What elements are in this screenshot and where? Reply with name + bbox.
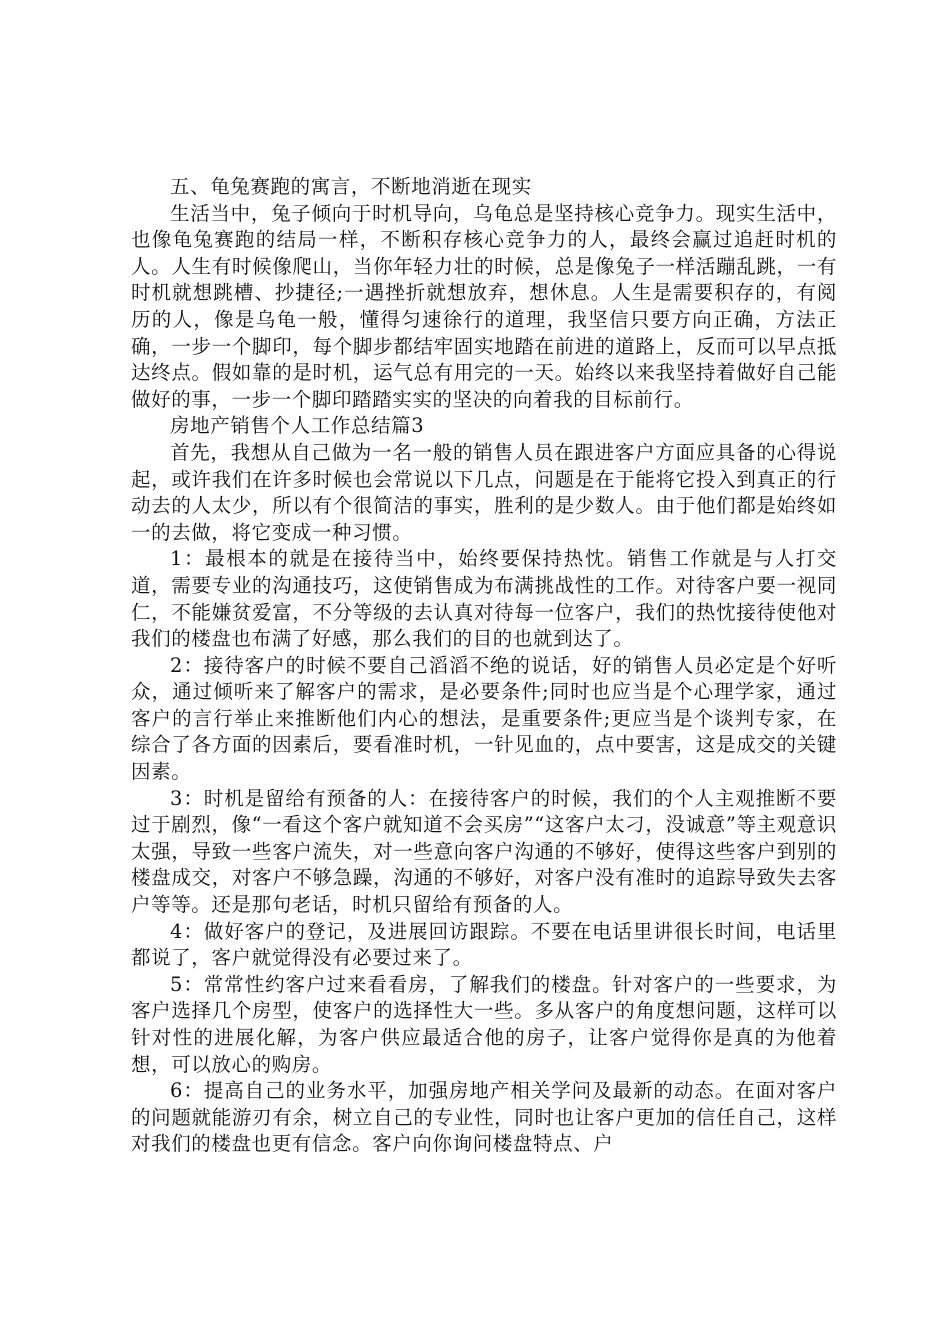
document-page (131, 174, 837, 1158)
section-heading: 五、龟兔赛跑的寓言，不断地消逝在现实 (170, 175, 532, 198)
list-item-2: 2：接待客户的时候不要自己滔滔不绝的说话，好的销售人员必定是个好听众，通过倾听来了解客户的需求，是必要条件;同时也应当是个心理学家，通过客户的言行举止来推断他们内心的想法，是重要条件;更应当是个谈判专家，在综合了各方面的因素后，要看准时机，一针见血的，点中要害，这是成交的关键因素。 (131, 653, 837, 784)
body-paragraph: 生活当中，兔子倾向于时机导向，乌龟总是坚持核心竞争力。现实生活中，也像龟兔赛跑的结局一样，不断积存核心竞争力的人，最终会赢过追赶时机的人。人生有时候像爬山，当你年轻力壮的时候，总是像兔子一样活蹦乱跳，一有时机就想跳槽、抄捷径;一遇挫折就想放弃，想休息。人生是需要积存的，有阅历的人，像是乌龟一般，懂得匀速徐行的道理，我坚信只要方向正确，方法正确，一步一个脚印，每个脚步都结牢固实地踏在前进的道路上，反而可以早点抵达终点。假如靠的是时机，运气总有用完的一天。始终以来我坚持着做好自己能做好的事，一步一个脚印踏踏实实的坚决的向着我的目标前行。 (131, 201, 837, 411)
list-item-4: 4：做好客户的登记，及进展回访跟踪。不要在电话里讲很长时间，电话里都说了，客户就觉得没有必要过来了。 (131, 919, 837, 970)
body-paragraph: 首先，我想从自己做为一名一般的销售人员在跟进客户方面应具备的心得说起，或许我们在许多时候也会常说以下几点，问题是在于能将它投入到真正的行动去的人太少，所以有个很简洁的事实，胜利的是少数人。由于他们都是始终如一的去做，将它变成一种习惯。 (131, 440, 837, 544)
list-item-5: 5：常常性约客户过来看看房，了解我们的楼盘。针对客户的一些要求，为客户选择几个房型，使客户的选择性大一些。多从客户的角度想问题，这样可以针对性的进展化解，为客户供应最适合他的房子，让客户觉得你是真的为他着想，可以放心的购房。 (131, 972, 837, 1076)
list-item-3: 3：时机是留给有预备的人：在接待客户的时候，我们的个人主观推断不要过于剧烈，像“一看这个客户就知道不会买房”“这客户太刁，没诚意”等主观意识太强，导致一些客户流失，对一些意向客户沟通的不够好，使得这些客户到别的楼盘成交，对客户不够急躁，沟通的不够好，对客户没有准时的追踪导致失去客户等等。还是那句老话，时机只留给有预备的人。 (131, 786, 837, 917)
section-title: 房地产销售个人工作总结篇3 (170, 414, 425, 438)
list-item-6: 6：提高自己的业务水平，加强房地产相关学问及最新的动态。在面对客户的问题就能游刃有余，树立自己的专业性，同时也让客户更加的信任自己，这样对我们的楼盘也更有信念。客户向你询问楼盘特点、户 (131, 1079, 837, 1156)
list-item-1: 1：最根本的就是在接待当中，始终要保持热忱。销售工作就是与人打交道，需要专业的沟通技巧，这使销售成为布满挑战性的工作。对待客户要一视同仁，不能嫌贫爱富，不分等级的去认真对待每一位客户，我们的热忱接待使他对我们的楼盘也布满了好感，那么我们的目的也就到达了。 (131, 547, 837, 651)
